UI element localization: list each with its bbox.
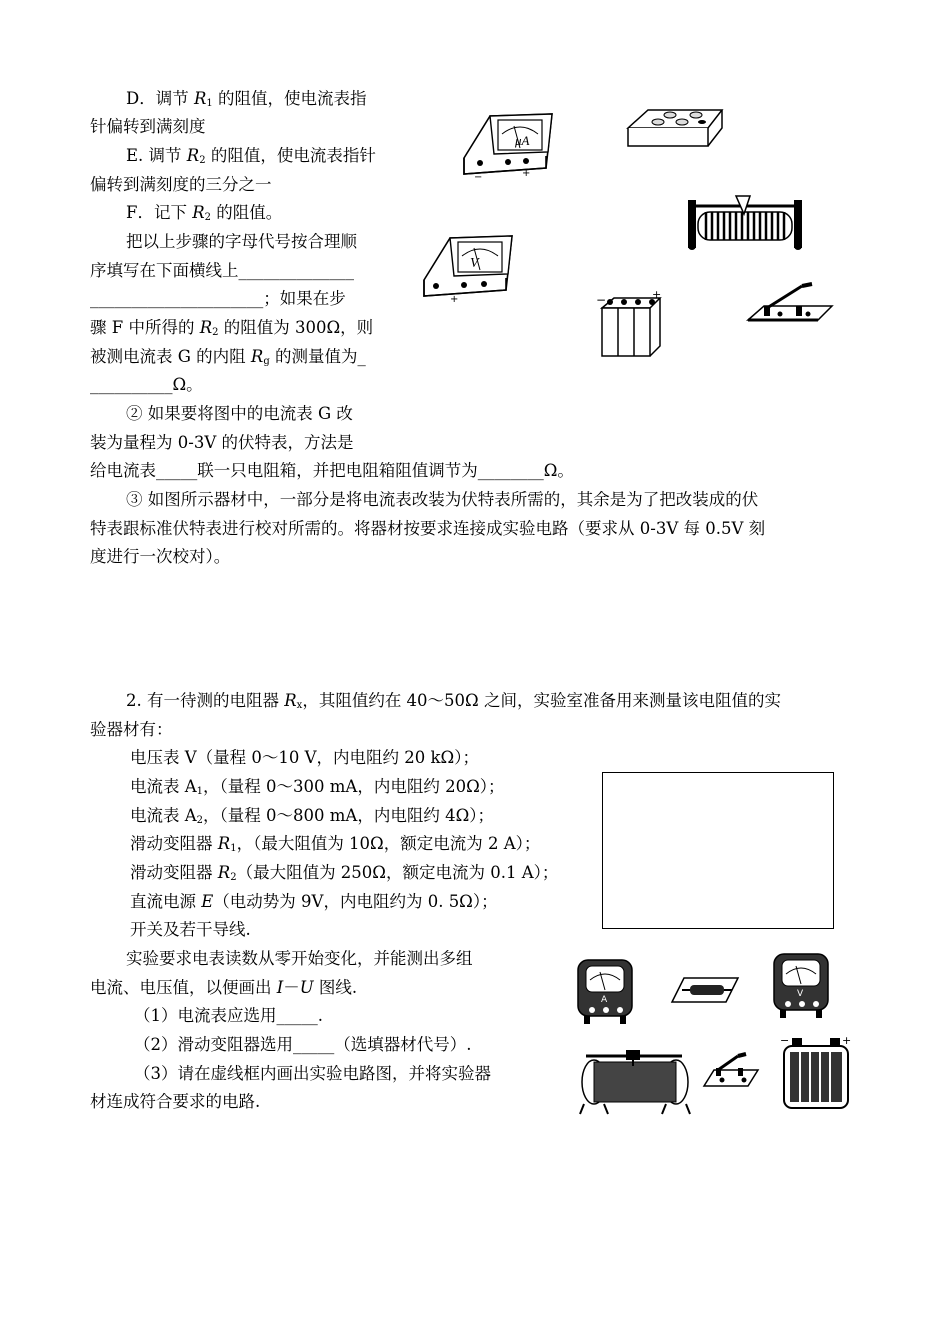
voltmeter-label: V — [470, 256, 479, 271]
switch-2-figure — [702, 1050, 760, 1092]
var-r: R — [217, 834, 231, 853]
var-r: R — [250, 347, 264, 366]
text: 的阻值，使电流表指 — [212, 89, 367, 108]
var-r: R — [186, 146, 200, 165]
var-u: U — [299, 978, 314, 997]
text: 电流、电压值，以便画出 — [90, 978, 277, 997]
text: 的阻值，使电流表指针 — [205, 146, 376, 165]
circuit-drawing-box — [602, 772, 834, 929]
resistance-box-figure — [624, 106, 726, 150]
order-line3: _____________________；如果在步 — [90, 289, 346, 308]
var-r: R — [284, 691, 297, 710]
sub-question-1: （1）电流表应选用_____. — [134, 1006, 323, 1025]
text: 直流电源 — [130, 892, 202, 911]
svg-text:+: + — [450, 294, 459, 305]
text: 电流表 A — [130, 777, 197, 796]
text: ，（量程 0～300 mA，内电阻约 20Ω）； — [203, 777, 505, 796]
svg-text:−: − — [596, 293, 607, 307]
text: 的阻值为 300Ω，则 — [218, 318, 374, 337]
text: 的测量值为_ — [269, 347, 366, 366]
text: F．记下 — [126, 203, 193, 222]
fixed-resistor-figure — [668, 972, 742, 1008]
order-line1: 把以上步骤的字母代号按合理顺 — [126, 232, 357, 251]
var-r: R — [217, 863, 231, 882]
battery-2-figure — [778, 1034, 854, 1112]
ammeter-figure — [574, 956, 638, 1026]
step-d-line2: 针偏转到满刻度 — [90, 117, 206, 136]
microammeter-figure — [460, 108, 560, 186]
order-line2: 序填写在下面横线上______________ — [90, 261, 354, 280]
part2-line1: ② 如果要将图中的电流表 G 改 — [126, 404, 353, 423]
sub-question-3-line1: （3）请在虚线框内画出实验电路图，并将实验器 — [134, 1064, 491, 1083]
text: 被测电流表 G 的内阻 — [90, 347, 251, 366]
part2-line3: 给电流表_____联一只电阻箱，并把电阻箱阻值调节为________Ω。 — [90, 461, 574, 480]
subscript: 2 — [196, 815, 204, 826]
item-voltmeter: 电压表 V（量程 0～10 V，内电阻约 20 kΩ）； — [130, 748, 479, 767]
subscript: g — [263, 356, 270, 367]
svg-text:+: + — [652, 290, 662, 301]
subscript: x — [296, 700, 303, 711]
text: 图线. — [313, 978, 358, 997]
text: 骤 F 中所得的 — [90, 318, 200, 337]
var-r: R — [192, 203, 205, 222]
rheostat-2-figure — [578, 1044, 692, 1116]
part3-line3: 度进行一次校对）。 — [90, 547, 231, 566]
battery-figure — [594, 290, 664, 360]
subscript: 1 — [196, 786, 204, 797]
svg-text:−: − — [780, 1034, 790, 1047]
subscript: 1 — [206, 98, 213, 109]
subscript: 2 — [212, 327, 219, 338]
step-e-line2: 偏转到满刻度的三分之一 — [90, 175, 272, 194]
requirement-line2 — [90, 973, 357, 1002]
text: （最大阻值为 250Ω，额定电流为 0.1 A）； — [236, 863, 559, 882]
q2-intro-line1 — [126, 686, 781, 720]
svg-text:−: − — [474, 172, 483, 183]
text: E. 调节 — [126, 146, 187, 165]
subscript: 1 — [230, 843, 237, 854]
text: ，（最大阻值为 10Ω，额定电流为 2 A）； — [236, 834, 541, 853]
voltmeter-figure — [420, 230, 520, 308]
sub-question-3-line2: 材连成符合要求的电路. — [90, 1092, 261, 1111]
q2-intro-line2: 验器材有： — [90, 720, 173, 739]
part3-line1: ③ 如图所示器材中，一部分是将电流表改装为伏特表所需的，其余是为了把改装成的伏 — [126, 490, 759, 509]
subscript: 2 — [204, 212, 212, 223]
var-r: R — [193, 89, 207, 108]
rheostat-figure — [684, 192, 808, 252]
text: D．调节 — [126, 89, 194, 108]
var-i: I — [276, 978, 284, 997]
sub-question-2: （2）滑动变阻器选用_____（选填器材代号）. — [134, 1035, 472, 1054]
text: － — [283, 978, 300, 997]
text: ，其阻值约在 40～50Ω 之间，实验室准备用来测量该电阻值的实 — [302, 691, 781, 710]
text: 2. 有一待测的电阻器 — [126, 691, 285, 710]
switch-figure — [744, 280, 836, 328]
part2-line2: 装为量程为 0-3V 的伏特表，方法是 — [90, 433, 354, 452]
svg-text:+: + — [522, 168, 531, 179]
subscript: 2 — [199, 155, 206, 166]
text: 电流表 A — [130, 806, 197, 825]
part3-line2: 特表跟标准伏特表进行校对所需的。将器材按要求连接成实验电路（要求从 0-3V 每 0.5V 刻 — [90, 519, 766, 538]
text: 滑动变阻器 — [130, 834, 218, 853]
voltmeter-2-label: V — [797, 989, 804, 999]
microammeter-label: μA — [515, 133, 530, 148]
item-switch: 开关及若干导线. — [130, 920, 251, 939]
order-line6: __________Ω。 — [90, 375, 203, 394]
text: ，（量程 0～800 mA，内电阻约 4Ω）； — [203, 806, 495, 825]
var-e: E — [201, 892, 214, 911]
requirement-line1: 实验要求电表读数从零开始变化，并能测出多组 — [126, 949, 473, 968]
ammeter-label: A — [601, 995, 608, 1005]
voltmeter-2-figure — [770, 950, 834, 1020]
subscript: 2 — [230, 872, 237, 883]
text: （电动势为 9V，内电阻约为 0. 5Ω）； — [213, 892, 498, 911]
item-power-source — [130, 887, 498, 916]
svg-text:+: + — [842, 1034, 852, 1047]
text: 滑动变阻器 — [130, 863, 218, 882]
var-r: R — [199, 318, 213, 337]
text: 的阻值。 — [211, 203, 283, 222]
